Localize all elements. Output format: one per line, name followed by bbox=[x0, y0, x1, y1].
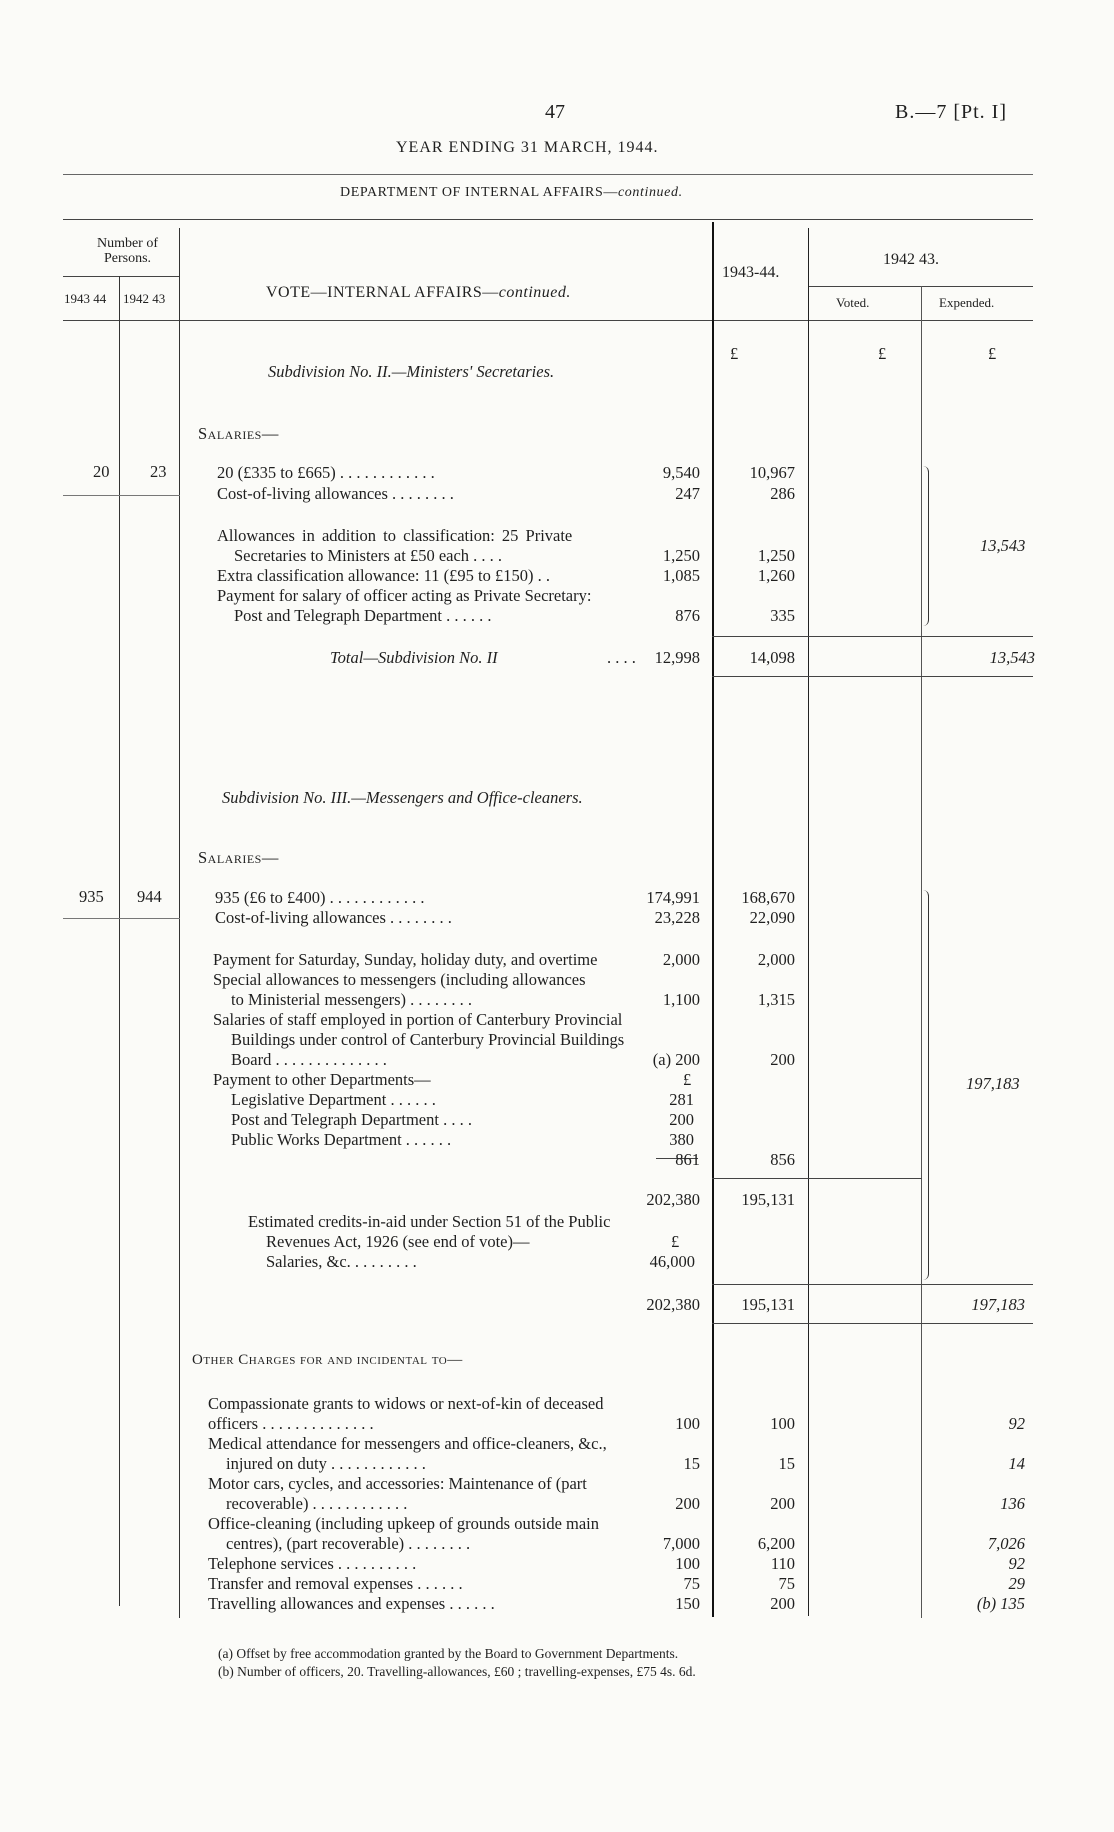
pound-sign: £ bbox=[878, 344, 887, 363]
line-item-label: Special allowances to messengers (including allowances bbox=[213, 970, 586, 989]
voted-value: 10,967 bbox=[749, 463, 795, 482]
page-title: YEAR ENDING 31 MARCH, 1944. bbox=[396, 139, 659, 156]
persons-1942: 944 bbox=[137, 887, 162, 906]
department-payment-label: Public Works Department . . . . . . bbox=[231, 1130, 452, 1149]
estimate-value: 861 bbox=[675, 1150, 700, 1169]
other-departments-label: Payment to other Departments— bbox=[213, 1070, 431, 1089]
persons-divider bbox=[119, 276, 120, 1606]
salaries-heading: Salaries— bbox=[198, 424, 279, 443]
line-item-label: Salaries of staff employed in portion of Canterbury Provincial bbox=[213, 1010, 623, 1029]
expended-value: 7,026 bbox=[987, 1534, 1025, 1553]
estimate-value: 247 bbox=[675, 484, 700, 503]
department-payment-amount: 380 bbox=[669, 1130, 694, 1149]
total-rule bbox=[712, 1284, 1033, 1285]
document-reference: B.—7 [Pt. I] bbox=[895, 101, 1007, 123]
line-item-label: Extra classification allowance: 11 (£95 to £150) . . bbox=[217, 566, 550, 585]
line-item-label: Post and Telegraph Department . . . . . . bbox=[234, 606, 492, 625]
credits-in-aid-label: Revenues Act, 1926 (see end of vote)— bbox=[266, 1232, 530, 1251]
voted-value: 1,315 bbox=[757, 990, 795, 1009]
header-rule bbox=[63, 174, 1033, 175]
footnote-b: (b) Number of officers, 20. Travelling-allowances, £60 ; travelling-expenses, £75 4s. 6d. bbox=[218, 1664, 696, 1679]
department-payment-label: Legislative Department . . . . . . bbox=[231, 1090, 436, 1109]
charge-label: officers . . . . . . . . . . . . . . bbox=[208, 1414, 374, 1433]
footnote-a: (a) Offset by free accommodation granted by the Board to Government Departments. bbox=[218, 1646, 679, 1661]
estimate-value: 9,540 bbox=[662, 463, 700, 482]
estimate-value: 876 bbox=[675, 606, 700, 625]
estimate-value: 7,000 bbox=[662, 1534, 700, 1553]
expended-value: 14 bbox=[1008, 1454, 1025, 1473]
expended-value: 92 bbox=[1008, 1554, 1025, 1573]
total-label: Total—Subdivision No. II bbox=[330, 648, 498, 667]
estimate-value: 23,228 bbox=[654, 908, 700, 927]
voted-value: 2,000 bbox=[757, 950, 795, 969]
department-heading: DEPARTMENT OF INTERNAL AFFAIRS—continued. bbox=[340, 185, 683, 200]
estimate-value: 1,100 bbox=[662, 990, 700, 1009]
year-1942-header: 1942 43. bbox=[883, 251, 939, 268]
charge-label: Office-cleaning (including upkeep of grounds outside main bbox=[208, 1514, 600, 1533]
estimate-value: 1,085 bbox=[662, 566, 700, 585]
total-estimate: 12,998 bbox=[654, 648, 700, 667]
voted-value: 200 bbox=[770, 1050, 795, 1069]
persons-1942: 23 bbox=[150, 462, 167, 481]
line-item-label: Cost-of-living allowances . . . . . . . . bbox=[215, 908, 452, 927]
line-item-label: 935 (£6 to £400) . . . . . . . . . . . . bbox=[215, 888, 425, 907]
department-payment-amount: 200 bbox=[669, 1110, 694, 1129]
voted-value: 110 bbox=[770, 1554, 795, 1573]
persons-underline bbox=[63, 918, 180, 919]
expended-group-value: 197,183 bbox=[966, 1074, 1020, 1093]
persons-1943: 20 bbox=[93, 462, 110, 481]
charge-label: recoverable) . . . . . . . . . . . . bbox=[226, 1494, 408, 1513]
department-payment-amount: 281 bbox=[669, 1090, 694, 1109]
line-item-label: Secretaries to Ministers at £50 each . . . . bbox=[234, 546, 503, 565]
charge-label: Travelling allowances and expenses . . . . . . bbox=[208, 1594, 495, 1613]
year-1943-persons-header: 1943 44 bbox=[64, 291, 107, 306]
subtotal-voted: 195,131 bbox=[741, 1190, 795, 1209]
column-header-rule bbox=[63, 320, 1033, 321]
total-expended: 197,183 bbox=[971, 1295, 1025, 1314]
charge-label: Motor cars, cycles, and accessories: Maintenance of (part bbox=[208, 1474, 587, 1493]
expended-brace bbox=[920, 890, 929, 1280]
department-payment-label: Post and Telegraph Department . . . . bbox=[231, 1110, 472, 1129]
total-voted: 14,098 bbox=[749, 648, 795, 667]
estimate-value: 100 bbox=[675, 1554, 700, 1573]
total-rule bbox=[712, 676, 1033, 677]
charge-label: Telephone services . . . . . . . . . . bbox=[208, 1554, 417, 1573]
line-item-label: Payment for Saturday, Sunday, holiday duty, and overtime bbox=[213, 950, 598, 969]
voted-value: 200 bbox=[770, 1494, 795, 1513]
estimate-value: 1,250 bbox=[662, 546, 700, 565]
estimate-value: 200 bbox=[675, 1494, 700, 1513]
subtotal-estimate: 202,380 bbox=[646, 1190, 700, 1209]
credits-in-aid-amount: 46,000 bbox=[649, 1252, 695, 1271]
line-item-label: to Ministerial messengers) . . . . . . . . bbox=[231, 990, 473, 1009]
persons-1943: 935 bbox=[79, 887, 104, 906]
expended-group-value: 13,543 bbox=[980, 536, 1026, 555]
expended-value: (b) 135 bbox=[976, 1594, 1025, 1613]
estimate-value: 2,000 bbox=[662, 950, 700, 969]
voted-value: 1,260 bbox=[757, 566, 795, 585]
voted-value: 856 bbox=[770, 1150, 795, 1169]
voted-value: 100 bbox=[770, 1414, 795, 1433]
salaries-heading: Salaries— bbox=[198, 848, 279, 867]
voted-value: 200 bbox=[770, 1594, 795, 1613]
line-item-label: Board . . . . . . . . . . . . . . bbox=[231, 1050, 387, 1069]
line-item-label: Payment for salary of officer acting as Private Secretary: bbox=[217, 586, 592, 605]
other-charges-heading: Other Charges for and incidental to— bbox=[192, 1352, 463, 1368]
estimate-value: 75 bbox=[683, 1574, 700, 1593]
credits-in-aid-label: Salaries, &c. . . . . . . . . bbox=[266, 1252, 417, 1271]
total-expended: 13,543 bbox=[989, 648, 1035, 667]
expended-value: 136 bbox=[1000, 1494, 1025, 1513]
total-estimate: 202,380 bbox=[646, 1295, 700, 1314]
line-item-label: Cost-of-living allowances . . . . . . . . bbox=[217, 484, 454, 503]
charge-label: Compassionate grants to widows or next-of-kin of deceased bbox=[208, 1394, 604, 1413]
subdivision-2-title: Subdivision No. II.—Ministers' Secretaries. bbox=[268, 362, 555, 381]
expended-value: 92 bbox=[1008, 1414, 1025, 1433]
estimate-value: 100 bbox=[675, 1414, 700, 1433]
charge-label: centres), (part recoverable) . . . . . . . . bbox=[226, 1534, 471, 1553]
estimate-value: (a) 200 bbox=[652, 1050, 700, 1069]
voted-value: 22,090 bbox=[749, 908, 795, 927]
line-item-label: 20 (£335 to £665) . . . . . . . . . . . . bbox=[217, 463, 435, 482]
subdivision-3-title: Subdivision No. III.—Messengers and Office-cleaners. bbox=[222, 788, 583, 807]
table-top-rule bbox=[63, 219, 1033, 220]
persons-header-rule bbox=[63, 276, 180, 277]
charge-label: Transfer and removal expenses . . . . . . bbox=[208, 1574, 463, 1593]
estimate-value: 15 bbox=[683, 1454, 700, 1473]
number-of-persons-header: Number of Persons. bbox=[96, 236, 159, 266]
persons-column-rule bbox=[179, 228, 180, 1618]
pound-sign: £ bbox=[671, 1232, 680, 1251]
credits-in-aid-label: Estimated credits-in-aid under Section 51 of the Public bbox=[248, 1212, 611, 1231]
page-number: 47 bbox=[545, 101, 565, 123]
line-item-label: Buildings under control of Canterbury Provincial Buildings bbox=[231, 1030, 625, 1049]
estimate-value: 174,991 bbox=[646, 888, 700, 907]
persons-underline bbox=[63, 495, 180, 496]
voted-value: 286 bbox=[770, 484, 795, 503]
total-rule bbox=[712, 1323, 1033, 1324]
voted-value: 168,670 bbox=[741, 888, 795, 907]
total-leader-dots: . . . . bbox=[607, 648, 636, 667]
pound-sign: £ bbox=[730, 344, 739, 363]
expended-header: Expended. bbox=[939, 295, 995, 310]
charge-label: injured on duty . . . . . . . . . . . . bbox=[226, 1454, 426, 1473]
charge-label: Medical attendance for messengers and office-cleaners, &c., bbox=[208, 1434, 607, 1453]
voted-value: 1,250 bbox=[757, 546, 795, 565]
vote-heading: VOTE—INTERNAL AFFAIRS—continued. bbox=[266, 284, 571, 301]
estimate-value: 150 bbox=[675, 1594, 700, 1613]
total-voted: 195,131 bbox=[741, 1295, 795, 1314]
voted-value: 75 bbox=[778, 1574, 795, 1593]
voted-header: Voted. bbox=[836, 295, 870, 310]
estimate-1943-header: 1943-44. bbox=[722, 264, 780, 281]
total-rule bbox=[712, 636, 1033, 637]
year-1942-persons-header: 1942 43 bbox=[123, 291, 166, 306]
line-item-label: Allowances in addition to classification: 25 Private bbox=[217, 526, 573, 545]
voted-value: 335 bbox=[770, 606, 795, 625]
voted-column-rule bbox=[808, 228, 809, 1616]
voted-value: 6,200 bbox=[757, 1534, 795, 1553]
expended-brace bbox=[920, 466, 929, 626]
pound-sign: £ bbox=[988, 344, 997, 363]
expended-value: 29 bbox=[1008, 1574, 1025, 1593]
subtotal-rule bbox=[712, 1178, 922, 1179]
pound-sign: £ bbox=[683, 1070, 692, 1089]
voted-value: 15 bbox=[778, 1454, 795, 1473]
